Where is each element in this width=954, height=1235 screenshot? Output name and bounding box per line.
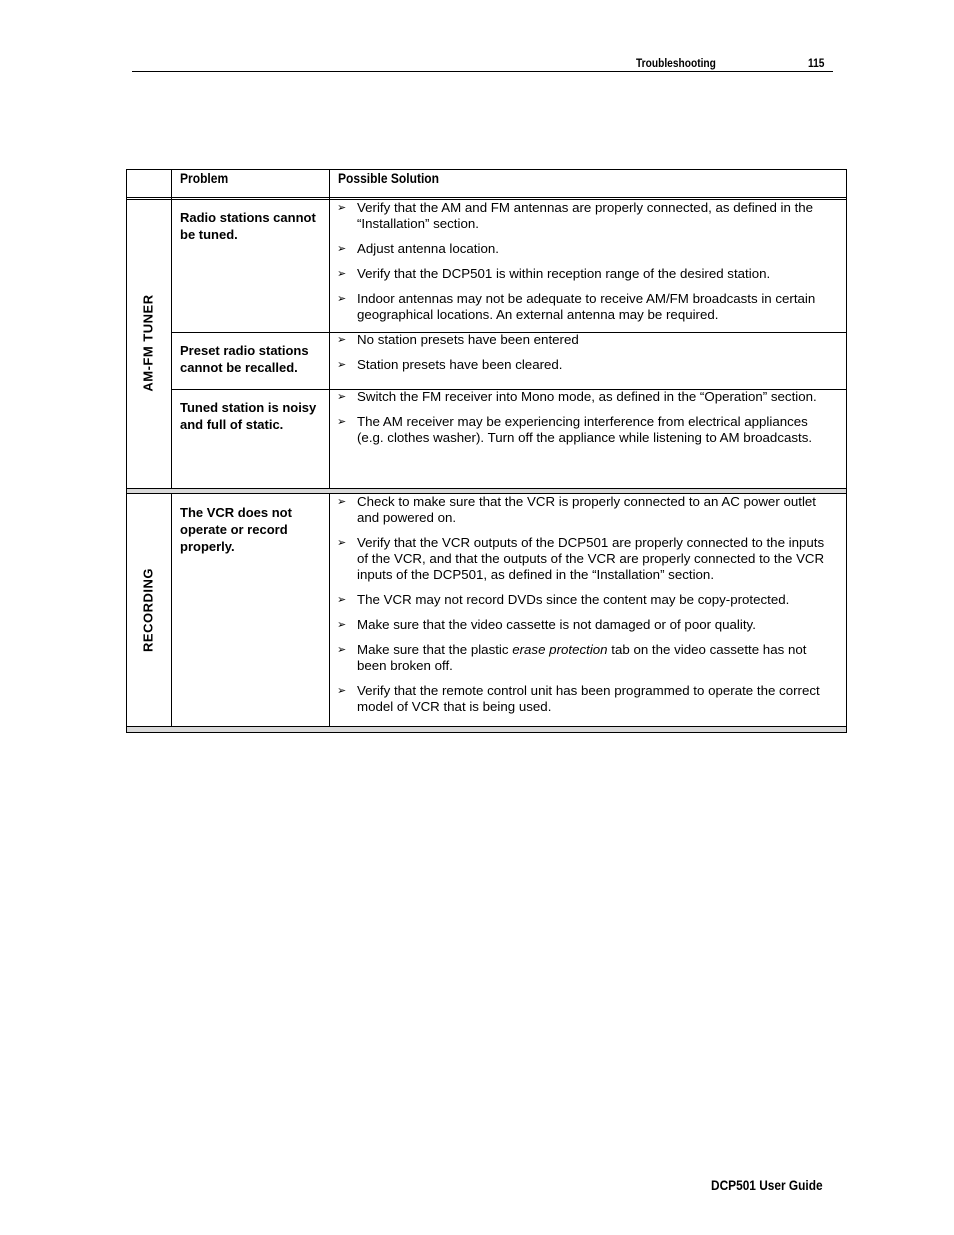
header-separator — [126, 197, 847, 198]
bullet-arrow-icon: ➢ — [337, 685, 347, 697]
bullet-arrow-icon: ➢ — [337, 416, 347, 428]
col-divider-2b — [329, 494, 330, 726]
header-rule — [132, 71, 833, 72]
table-border-bottom — [126, 732, 847, 733]
col-divider-2 — [329, 169, 330, 488]
table-border-left — [126, 169, 127, 733]
bullet-arrow-icon: ➢ — [337, 293, 347, 305]
solution-item: ➢ The VCR may not record DVDs since the content may be copy-protected. — [337, 592, 790, 607]
group-divider-top — [126, 488, 847, 489]
col-divider-1b — [171, 494, 172, 726]
bullet-arrow-icon: ➢ — [337, 496, 347, 508]
bullet-arrow-icon: ➢ — [337, 334, 347, 346]
page-number: 115 — [808, 56, 825, 70]
emphasis-text: erase protection — [512, 642, 608, 657]
bullet-arrow-icon: ➢ — [337, 359, 347, 371]
solution-item: ➢ The AM receiver may be experiencing interference from electrical appliances (e.g. clothes washer). Turn off the appliance while listening to AM broadcasts. — [337, 414, 813, 445]
solution-item: ➢ No station presets have been entered — [337, 332, 579, 347]
group-label-recording: RECORDING — [140, 568, 156, 652]
table-border-right — [846, 169, 847, 733]
problem-cell: Preset radio stations cannot be recalled. — [180, 343, 309, 375]
bullet-arrow-icon: ➢ — [337, 644, 347, 656]
solution-item: ➢ Indoor antennas may not be adequate to receive AM/FM broadcasts in certain geographical locations. An external antenna may be required. — [337, 291, 816, 322]
footer-document-title: DCP501 User Guide — [711, 1178, 823, 1193]
solution-item: ➢ Verify that the DCP501 is within reception range of the desired station. — [337, 266, 771, 281]
running-header-section: Troubleshooting — [636, 56, 716, 70]
bullet-arrow-icon: ➢ — [337, 202, 347, 214]
table-border-top — [126, 169, 847, 170]
bullet-arrow-icon: ➢ — [337, 594, 347, 606]
bullet-arrow-icon: ➢ — [337, 537, 347, 549]
solution-item: ➢ Verify that the VCR outputs of the DCP501 are properly connected to the inputs of the VCR, and that the outputs of the VCR are properly connected to the VCR inputs of the DCP501, as defined in the “Installation” section. — [337, 535, 825, 582]
solution-item: ➢ Verify that the AM and FM antennas are properly connected, as defined in the “Installation” section. — [337, 200, 814, 231]
solution-item: ➢ Adjust antenna location. — [337, 241, 499, 256]
problem-cell: Radio stations cannot be tuned. — [180, 210, 316, 242]
problem-cell: Tuned station is noisy and full of static. — [180, 400, 317, 432]
solution-item: ➢ Make sure that the plastic erase protection tab on the video cassette has not been broken off. — [337, 642, 807, 673]
column-header-problem: Problem — [180, 170, 229, 186]
group-label-am-fm-tuner: AM-FM TUNER — [140, 294, 156, 392]
solution-item: ➢ Verify that the remote control unit has been programmed to operate the correct model of VCR that is being used. — [337, 683, 820, 714]
bullet-arrow-icon: ➢ — [337, 619, 347, 631]
solution-item: ➢ Switch the FM receiver into Mono mode, as defined in the “Operation” section. — [337, 389, 817, 404]
band-divider-top — [126, 726, 847, 727]
col-divider-1 — [171, 169, 172, 488]
problem-cell: The VCR does not operate or record properly. — [180, 505, 292, 554]
solution-item: ➢ Make sure that the video cassette is not damaged or of poor quality. — [337, 617, 756, 632]
bullet-arrow-icon: ➢ — [337, 243, 347, 255]
solution-item: ➢ Station presets have been cleared. — [337, 357, 563, 372]
bullet-arrow-icon: ➢ — [337, 391, 347, 403]
column-header-solution: Possible Solution — [338, 170, 440, 186]
solution-list — [337, 200, 837, 332]
solution-list — [337, 332, 837, 382]
solution-item: ➢ Check to make sure that the VCR is properly connected to an AC power outlet and powered on. — [337, 494, 816, 525]
solution-list — [337, 389, 837, 455]
bullet-arrow-icon: ➢ — [337, 268, 347, 280]
troubleshooting-table — [126, 169, 847, 733]
solution-list — [337, 494, 837, 724]
